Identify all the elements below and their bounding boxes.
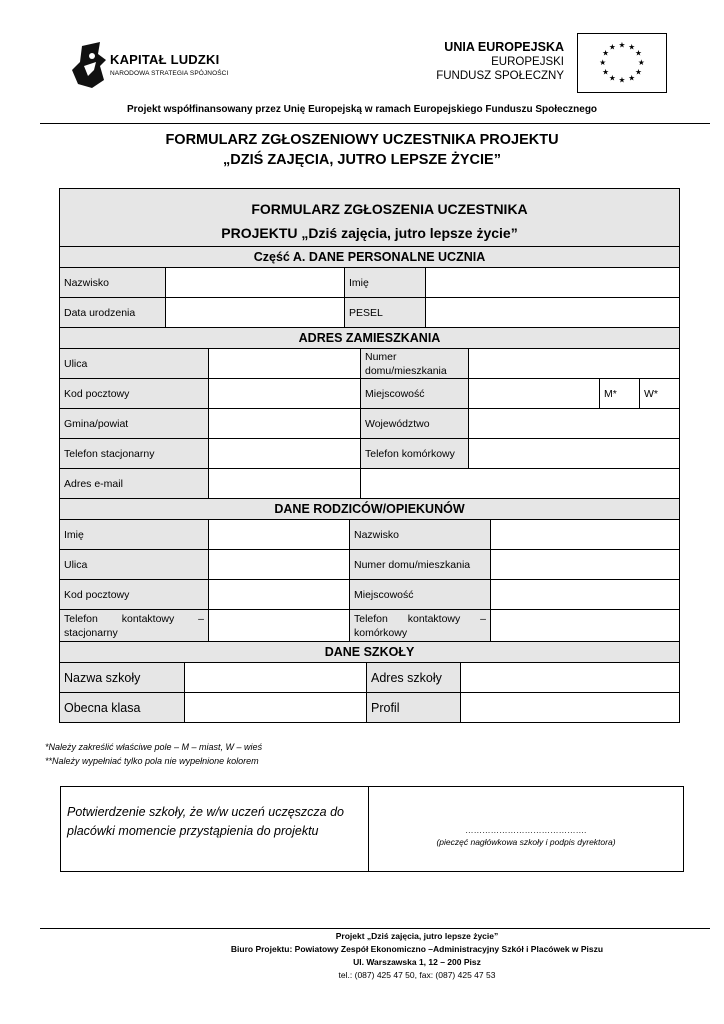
checkbox-village[interactable]: W*	[639, 379, 679, 408]
svg-text:★: ★	[634, 67, 642, 77]
input-city[interactable]	[468, 379, 599, 408]
input-first-name[interactable]	[425, 268, 679, 297]
signature-caption: (pieczęć nagłówkowa szkoły i podpis dyrektora)	[436, 837, 616, 847]
label-parent-first-name: Imię	[60, 520, 208, 549]
label-parent-phone-line1: Telefon kontaktowy –	[64, 612, 204, 625]
svg-text:★: ★	[599, 57, 607, 67]
label-parent-street: Ulica	[60, 550, 208, 579]
input-parent-postal[interactable]	[208, 580, 349, 609]
input-profile[interactable]	[460, 693, 679, 722]
input-house-no[interactable]	[468, 349, 679, 378]
footer-line2: Biuro Projektu: Powiatowy Zespół Ekonomiczno –Administracyjny Szkół i Placówek w Piszu	[230, 944, 604, 954]
label-parent-postal: Kod pocztowy	[60, 580, 208, 609]
svg-text:★: ★	[602, 48, 610, 58]
input-parent-house-no[interactable]	[490, 550, 679, 579]
label-birth-date: Data urodzenia	[60, 298, 165, 327]
footer-divider	[40, 928, 710, 929]
label-house-no-line1: Numer	[365, 350, 397, 363]
input-phone[interactable]	[208, 439, 360, 468]
input-surname[interactable]	[165, 268, 344, 297]
input-birth-date[interactable]	[165, 298, 344, 327]
label-parent-phone-line2: stacjonarny	[64, 626, 118, 639]
page-title	[0, 130, 724, 170]
label-class: Obecna klasa	[60, 693, 184, 722]
label-school-address: Adres szkoły	[366, 663, 460, 692]
label-parent-mobile-line1: Telefon kontaktowy –	[354, 612, 486, 625]
label-province: Województwo	[360, 409, 468, 438]
input-school-address[interactable]	[460, 663, 679, 692]
svg-text:★: ★	[628, 73, 636, 83]
input-parent-mobile[interactable]	[490, 610, 679, 641]
footer-line1: Projekt „Dziś zajęcia, jutro lepsze życie”	[335, 931, 499, 941]
form-heading	[60, 189, 679, 246]
part-a-heading: Część A. DANE PERSONALNE UCZNIA	[60, 247, 679, 267]
label-parent-mobile	[349, 610, 490, 641]
cofinancing-note: Projekt współfinansowany przez Unię Europejską w ramach Europejskiego Funduszu Społecznego	[126, 104, 598, 115]
svg-text:★: ★	[602, 67, 610, 77]
input-parent-city[interactable]	[490, 580, 679, 609]
label-commune: Gmina/powiat	[60, 409, 208, 438]
title-line2: „DZIŚ ZAJĘCIA, JUTRO LEPSZE ŻYCIE”	[223, 152, 501, 168]
address-heading: ADRES ZAMIESZKANIA	[60, 328, 679, 348]
input-mobile[interactable]	[468, 439, 679, 468]
school-heading: DANE SZKOŁY	[60, 642, 679, 662]
label-parent-phone	[60, 610, 208, 641]
eu-text-block	[436, 40, 564, 84]
input-school-name[interactable]	[184, 663, 366, 692]
footnote-1: *Należy zakreślić właściwe pole – M – miast, W – wieś	[45, 742, 263, 752]
eu-line1: UNIA EUROPEJSKA	[444, 40, 564, 54]
signature-dots: …………………………………….	[465, 825, 587, 835]
label-house-no	[360, 349, 468, 378]
input-parent-first-name[interactable]	[208, 520, 349, 549]
registration-form	[59, 188, 680, 723]
input-postal-code[interactable]	[208, 379, 360, 408]
label-city: Miejscowość	[360, 379, 468, 408]
label-parent-surname: Nazwisko	[349, 520, 490, 549]
input-parent-phone[interactable]	[208, 610, 349, 641]
eu-line2: EUROPEJSKI	[491, 55, 564, 68]
label-phone: Telefon stacjonarny	[60, 439, 208, 468]
label-surname: Nazwisko	[60, 268, 165, 297]
label-school-name: Nazwa szkoły	[60, 663, 184, 692]
school-confirmation-box	[60, 786, 684, 872]
footer	[0, 930, 724, 982]
eu-line3: FUNDUSZ SPOŁECZNY	[436, 70, 564, 82]
label-parent-mobile-line2: komórkowy	[354, 626, 408, 639]
signature-area[interactable]	[369, 787, 683, 871]
input-class[interactable]	[184, 693, 366, 722]
svg-text:★: ★	[634, 48, 642, 58]
kl-subtitle: NARODOWA STRATEGIA SPÓJNOŚCI	[110, 70, 229, 77]
input-street[interactable]	[208, 349, 360, 378]
input-province[interactable]	[468, 409, 679, 438]
confirmation-text: Potwierdzenie szkoły, że w/w uczeń uczęszcza do placówki momencie przystąpienia do projektu	[61, 787, 369, 871]
label-profile: Profil	[366, 693, 460, 722]
eu-flag-icon	[577, 33, 667, 93]
svg-text:★: ★	[618, 40, 626, 50]
svg-text:★: ★	[628, 42, 636, 52]
input-parent-street[interactable]	[208, 550, 349, 579]
input-email-extra[interactable]	[360, 469, 679, 498]
label-house-no-line2: domu/mieszkania	[365, 364, 447, 377]
input-email[interactable]	[208, 469, 360, 498]
label-parent-house-no: Numer domu/mieszkania	[349, 550, 490, 579]
title-line1: FORMULARZ ZGŁOSZENIOWY UCZESTNIKA PROJEKTU	[165, 132, 559, 148]
input-commune[interactable]	[208, 409, 360, 438]
kl-title: KAPITAŁ LUDZKI	[110, 52, 220, 67]
footnote-2: **Należy wypełniać tylko pola nie wypełnione kolorem	[45, 756, 259, 766]
svg-text:★: ★	[608, 73, 616, 83]
input-pesel[interactable]	[425, 298, 679, 327]
label-pesel: PESEL	[344, 298, 425, 327]
svg-text:★: ★	[637, 57, 645, 67]
label-parent-city: Miejscowość	[349, 580, 490, 609]
header-divider	[40, 123, 710, 124]
form-heading-line1: FORMULARZ ZGŁOSZENIA UCZESTNIKA	[251, 200, 528, 217]
label-email: Adres e-mail	[60, 469, 208, 498]
label-street: Ulica	[60, 349, 208, 378]
svg-text:★: ★	[608, 42, 616, 52]
checkbox-city[interactable]: M*	[599, 379, 639, 408]
parents-heading: DANE RODZICÓW/OPIEKUNÓW	[60, 499, 679, 519]
label-postal-code: Kod pocztowy	[60, 379, 208, 408]
footer-line3: Ul. Warszawska 1, 12 – 200 Pisz	[353, 957, 481, 967]
label-mobile: Telefon komórkowy	[360, 439, 468, 468]
form-heading-line2: PROJEKTU „Dziś zajęcia, jutro lepsze życie”	[221, 224, 518, 241]
label-first-name: Imię	[344, 268, 425, 297]
svg-text:★: ★	[618, 75, 626, 85]
input-parent-surname[interactable]	[490, 520, 679, 549]
footer-line4: tel.: (087) 425 47 50, fax: (087) 425 47 53	[338, 970, 496, 980]
